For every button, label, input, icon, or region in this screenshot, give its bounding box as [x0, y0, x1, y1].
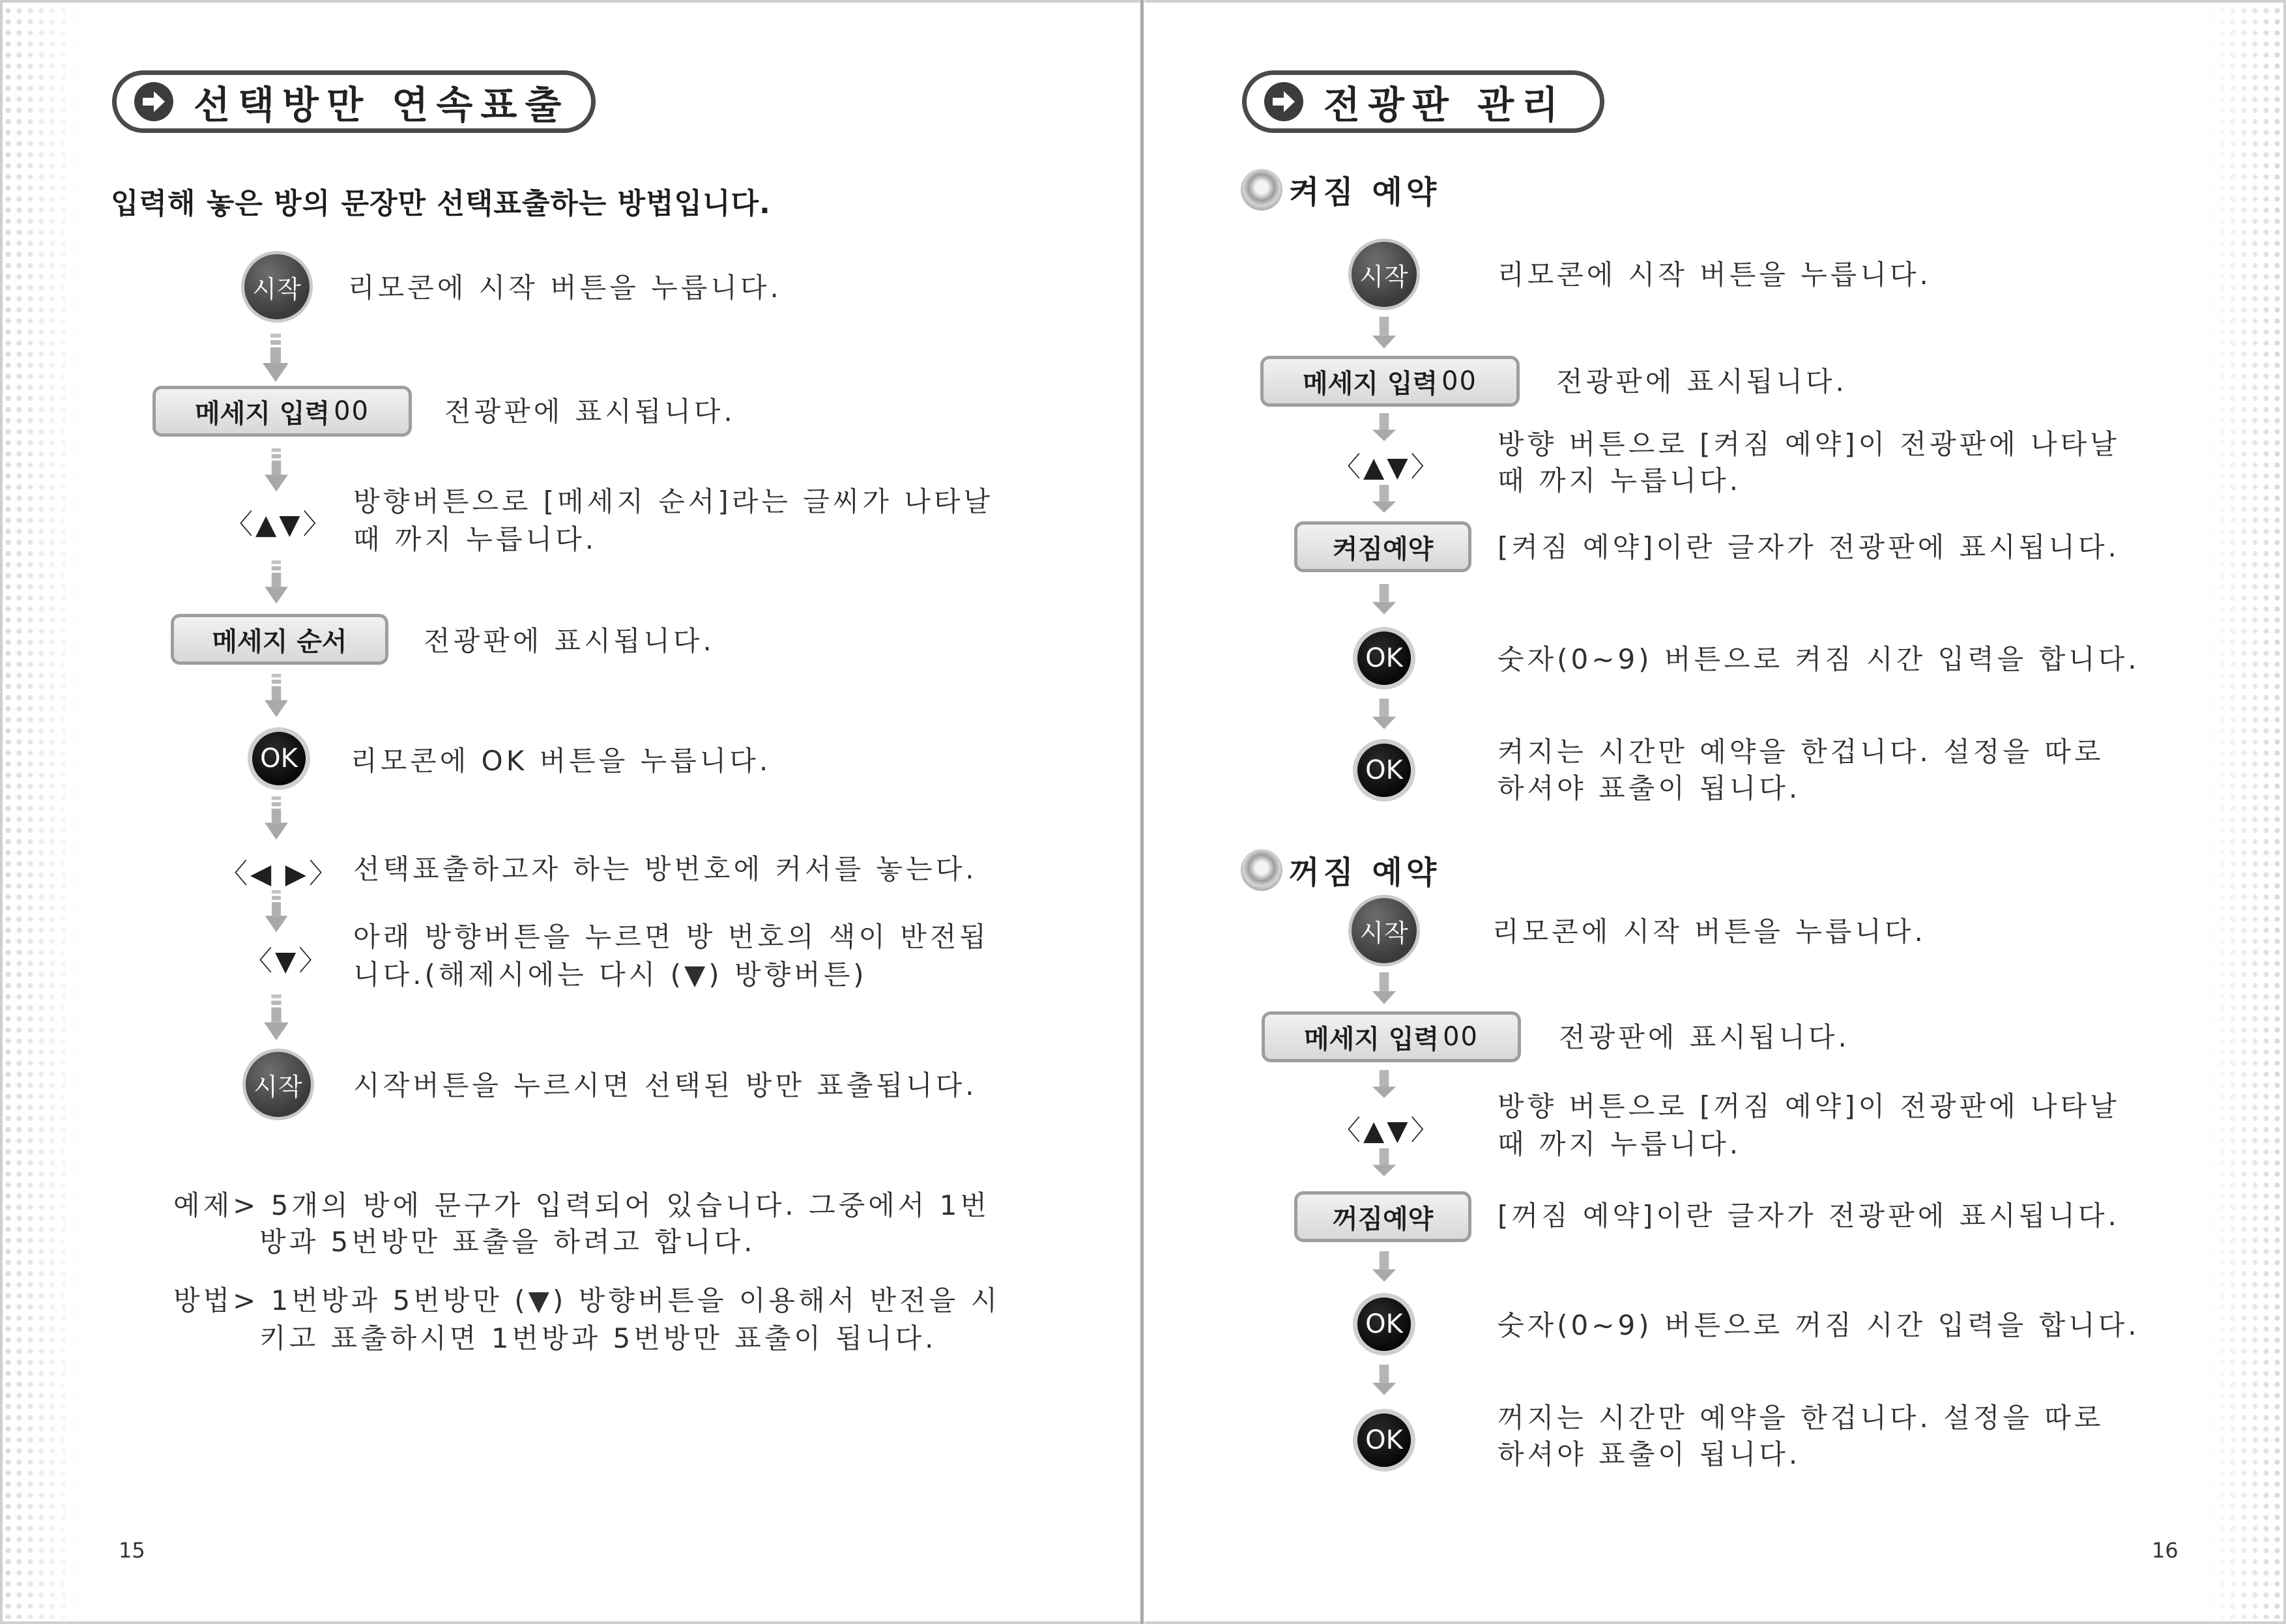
- down-arrow-icon: [261, 334, 290, 384]
- intro-text: 입력해 놓은 방의 문장만 선택표출하는 방법입니다.: [111, 187, 771, 220]
- down-arrow-icon: [1371, 317, 1397, 349]
- example-line: 예제> 5개의 방에 문구가 입력되어 있습니다. 그중에서 1번: [173, 1189, 991, 1221]
- method-line: 방법> 1번방과 5번방만 (▼) 방향버튼을 이용해서 반전을 시: [173, 1284, 1001, 1316]
- subsection-heading: [1241, 847, 1440, 892]
- subsection-heading: [1241, 167, 1440, 212]
- step-text: 때 까지 누릅니다.: [353, 523, 598, 555]
- dot-pattern: [3, 5, 81, 1619]
- step-text: 전광판에 표시됩니다.: [424, 625, 715, 657]
- step-text: 숫자(0~9) 버튼으로 켜짐 시간 입력을 합니다.: [1497, 643, 2140, 675]
- left-page: [0, 0, 1142, 1624]
- method-line: 키고 표출하시면 1번방과 5번방만 표출이 됩니다.: [259, 1322, 937, 1354]
- right-arrow-circle-icon: [1264, 81, 1304, 122]
- step-text: [꺼짐 예약]이란 글자가 전광판에 표시됩니다.: [1497, 1200, 2120, 1232]
- step-text: 켜지는 시간만 예약을 한겁니다. 설정을 따로: [1497, 736, 2104, 768]
- ok-button-icon: OK: [1353, 1293, 1415, 1356]
- left-right-nav-icon: 〈◀ ▶〉: [220, 858, 339, 890]
- up-down-nav-icon: 〈▲▼〉: [1333, 1114, 1441, 1146]
- step-text: [켜짐 예약]이란 글자가 전광판에 표시됩니다.: [1497, 531, 2120, 563]
- lcd-label: 꺼짐예약: [1332, 1204, 1434, 1234]
- section-title-pill: [112, 70, 596, 133]
- step-text: 때 까지 누릅니다.: [1497, 1128, 1742, 1160]
- step-text: 때 까지 누릅니다.: [1497, 465, 1742, 497]
- start-button-icon: 시작: [1348, 895, 1420, 966]
- lcd-label: 메세지 입력: [1302, 368, 1438, 399]
- down-nav-icon: 〈▼〉: [245, 945, 329, 977]
- lcd-label: 메세지 입력: [1303, 1024, 1440, 1054]
- step-text: 꺼지는 시간만 예약을 한겁니다. 설정을 따로: [1497, 1402, 2104, 1434]
- step-text: 방향 버튼으로 [꺼짐 예약]이 전광판에 나타날: [1497, 1090, 2120, 1122]
- circle-bullet-icon: [1241, 849, 1282, 891]
- up-down-nav-icon: 〈▲▼〉: [1333, 451, 1441, 483]
- page-number: 15: [119, 1538, 145, 1563]
- step-text: 전광판에 표시됩니다.: [444, 396, 736, 428]
- step-text: 전광판에 표시됩니다.: [1556, 366, 1847, 398]
- down-arrow-icon: [262, 890, 291, 935]
- down-arrow-icon: [1371, 972, 1397, 1005]
- circle-bullet-icon: [1241, 169, 1282, 210]
- dot-pattern: [2205, 5, 2283, 1619]
- lcd-message-input: [1260, 356, 1520, 407]
- step-text: 시작버튼을 누르시면 선택된 방만 표출됩니다.: [353, 1069, 977, 1101]
- step-text: 방향 버튼으로 [켜짐 예약]이 전광판에 나타날: [1497, 428, 2120, 460]
- step-text: 선택표출하고자 하는 방번호에 커서를 놓는다.: [353, 853, 977, 885]
- down-arrow-icon: [1371, 1251, 1397, 1283]
- step-text: 하셔야 표출이 됩니다.: [1497, 1438, 1801, 1470]
- section-title: 전광판 관리: [1324, 83, 1567, 127]
- lcd-number: 00: [1443, 1022, 1479, 1052]
- ok-button-icon: OK: [248, 727, 310, 790]
- lcd-message-input: [1262, 1011, 1521, 1062]
- lcd-number: 00: [1441, 366, 1478, 396]
- lcd-label: 메세지 순서: [212, 626, 347, 657]
- start-button-icon: 시작: [242, 1049, 314, 1120]
- down-arrow-icon: [262, 796, 291, 842]
- ok-button-icon: OK: [1353, 1409, 1415, 1472]
- step-text: 리모콘에 시작 버튼을 누릅니다.: [1492, 916, 1926, 948]
- down-arrow-icon: [262, 674, 291, 719]
- up-down-nav-icon: 〈▲▼〉: [225, 508, 333, 540]
- down-arrow-icon: [262, 994, 291, 1043]
- ok-button-icon: OK: [1353, 627, 1415, 689]
- lcd-label: 켜짐예약: [1332, 534, 1434, 564]
- down-arrow-icon: [1371, 584, 1397, 615]
- down-arrow-icon: [1371, 485, 1397, 514]
- down-arrow-icon: [1371, 1070, 1397, 1099]
- page-number: 16: [2152, 1538, 2178, 1563]
- step-text: 리모콘에 OK 버튼을 누릅니다.: [351, 745, 772, 777]
- down-arrow-icon: [262, 448, 291, 494]
- lcd-message-input: [152, 386, 412, 437]
- lcd-number: 00: [334, 396, 370, 426]
- subsection-heading-text: 꺼짐 예약: [1289, 854, 1441, 891]
- step-text: 아래 방향버튼을 누르면 방 번호의 색이 반전됩: [353, 921, 989, 953]
- down-arrow-icon: [1371, 699, 1397, 730]
- lcd-label: 메세지 입력: [194, 398, 330, 429]
- step-text: 방향버튼으로 [메세지 순서]라는 글씨가 나타날: [353, 486, 994, 517]
- step-text: 하셔야 표출이 됩니다.: [1497, 772, 1801, 804]
- example-line: 방과 5번방만 표출을 하려고 합니다.: [259, 1226, 756, 1258]
- lcd-power-on-reservation: [1294, 521, 1471, 572]
- down-arrow-icon: [1371, 413, 1397, 442]
- ok-button-icon: OK: [1353, 739, 1415, 802]
- section-title-pill: [1242, 70, 1604, 133]
- down-arrow-icon: [262, 560, 291, 606]
- step-text: 숫자(0~9) 버튼으로 꺼짐 시간 입력을 합니다.: [1497, 1309, 2140, 1341]
- start-button-icon: 시작: [1348, 239, 1420, 310]
- step-text: 리모콘에 시작 버튼을 누릅니다.: [1497, 259, 1932, 291]
- right-arrow-circle-icon: [134, 81, 174, 122]
- lcd-power-off-reservation: [1294, 1191, 1471, 1242]
- step-text: 니다.(해제시에는 다시 (▼) 방향버튼): [353, 959, 867, 991]
- right-page: [1144, 0, 2286, 1624]
- subsection-heading-text: 켜짐 예약: [1289, 174, 1441, 210]
- lcd-message-order: [171, 614, 388, 665]
- step-text: 리모콘에 시작 버튼을 누릅니다.: [348, 272, 782, 304]
- section-title: 선택방만 연속표출: [194, 83, 570, 127]
- start-button-icon: 시작: [241, 251, 313, 323]
- down-arrow-icon: [1371, 1365, 1397, 1396]
- step-text: 전광판에 표시됩니다.: [1559, 1021, 1850, 1053]
- book-spine: [1140, 0, 1144, 1624]
- down-arrow-icon: [1371, 1148, 1397, 1177]
